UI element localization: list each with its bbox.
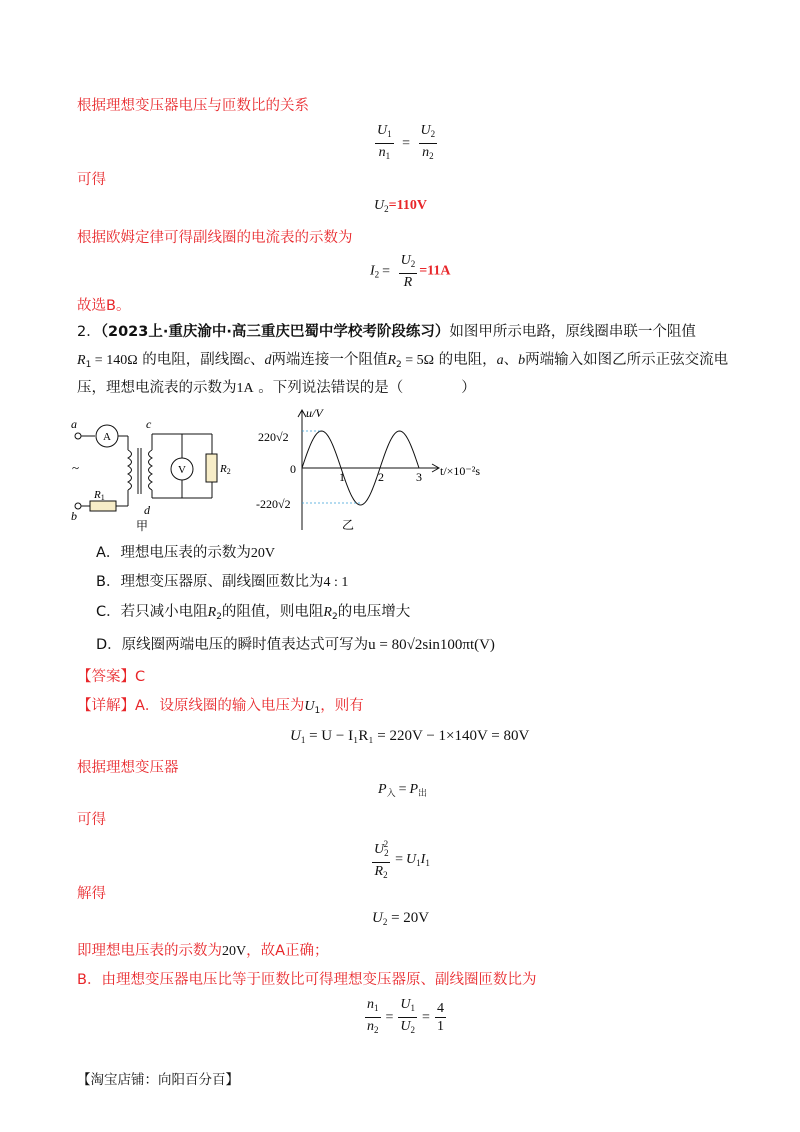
- option-d-value: u = 80√2sin100πt(V): [368, 637, 495, 653]
- question-2-line-1: [77, 322, 696, 342]
- detail-line-p: 根据理想变压器: [77, 760, 179, 776]
- graph-xlabel: t/×10⁻²s: [440, 464, 481, 478]
- option-b-text: B．理想变压器原、副线圈匝数比为: [96, 574, 324, 590]
- question-stem-a: 如图甲所示电路，原线圈串联一个阻值: [449, 324, 696, 340]
- graph-ylabel: u/V: [306, 406, 323, 420]
- graph-tick-2: 2: [378, 470, 384, 484]
- circuit-b: b: [71, 509, 77, 523]
- option-c-text-1: C．若只减小电阻: [96, 604, 208, 620]
- graph-caption: 乙: [342, 518, 355, 532]
- equation-u1-text: = U − I₁R₁ = 220V − 1×140V = 80V: [309, 728, 530, 744]
- text-line-2: 根据欧姆定律可得副线圈的电流表的示数为: [77, 230, 353, 246]
- option-d-text: D．原线圈两端电压的瞬时值表达式可写为: [96, 637, 369, 653]
- circuit-r1: R1: [94, 489, 105, 502]
- question-2-line-3: [77, 378, 476, 399]
- a-label: a: [496, 353, 504, 368]
- question-stem-c: 两端连接一个阻值: [271, 352, 388, 368]
- u2-value: =110V: [388, 198, 427, 213]
- question-stem-b: 的电阻，副线圈: [137, 352, 244, 368]
- circuit-a: a: [71, 417, 77, 431]
- option-b[interactable]: [96, 572, 348, 593]
- answer-label: 【答案】: [77, 669, 135, 685]
- answer-value: C: [135, 669, 146, 685]
- r1-value: = 140Ω: [91, 353, 138, 368]
- question-number: 2．: [77, 324, 101, 340]
- option-c-text-3: 的电压增大: [337, 604, 411, 620]
- question-source: （2023上·重庆渝中·高三重庆巴蜀中学校考阶段练习）: [100, 324, 450, 340]
- conclusion-a-text-2: ，故A正确；: [246, 943, 329, 959]
- separator: 、: [249, 352, 265, 368]
- i2-value: =11A: [419, 263, 451, 279]
- b-label: b: [518, 353, 526, 368]
- option-d[interactable]: [96, 635, 495, 655]
- circuit-diagram: [62, 412, 242, 537]
- ammeter-icon: A: [103, 431, 111, 443]
- equation-power-2: $\frac{U_2^2}{R_2}$ = $U_1I_1$: [370, 836, 430, 884]
- equation-u2: $U_2=110V$: [374, 198, 427, 214]
- detail-line-b: B．由理想变压器电压比等于匝数比可得理想变压器原、副线圈匝数比为: [77, 972, 537, 988]
- option-a[interactable]: [96, 543, 275, 564]
- question-stem-f: 压，理想电流表的示数为: [77, 380, 237, 396]
- text-then-1: 可得: [77, 172, 106, 188]
- detail-conclusion-a: [77, 941, 329, 962]
- c-label: c: [243, 353, 250, 368]
- option-c[interactable]: C．若只减小电阻$R_2$的阻值，则电阻$R_2$的电压增大: [96, 604, 411, 622]
- option-a-value: 20V: [250, 546, 276, 561]
- equation-ratio: $\frac{n_1}{n_2}$ = $\frac{U_1}{U_2}$ = $\frac{4}{1}$: [367, 997, 444, 1035]
- answer-line: [77, 667, 145, 687]
- voltage-graph: [256, 405, 496, 535]
- equation-power: $P_入 = P_出$: [378, 782, 428, 798]
- separator: 、: [503, 352, 519, 368]
- graph-tick-1: 1: [339, 470, 345, 484]
- r1-symbol: R: [77, 353, 86, 368]
- circuit-ac-symbol: ~: [72, 460, 80, 475]
- graph-ymin: -220√2: [256, 497, 291, 511]
- question-stem-g: 。下列说法错误的是（ ）: [253, 380, 476, 396]
- r1-sub: 1: [85, 360, 92, 370]
- voltmeter-icon: V: [178, 464, 186, 476]
- equation-u1-n1: $\frac{U_1}{n_1}$ = $\frac{U_2}{n_2}$: [377, 123, 436, 161]
- text-choose: 故选B。: [77, 298, 131, 314]
- equation-u2-result: $U_2 = 20V$: [372, 910, 430, 927]
- conclusion-a-text: 即理想电压表的示数为: [77, 943, 222, 959]
- graph-zero: 0: [290, 462, 296, 476]
- equation-u1-calc: $U_1 = U - I_1R_1 = 220V - 1\times 140V = 80V$: [290, 728, 530, 745]
- question-2-line-2: $R_1 = 140\Omega$ 的电阻，副线圈c、d两端连接一个阻值$R_2 = 5\Omega$ 的电阻，a、b两端输入如图乙所示正弦交流电: [77, 352, 729, 370]
- option-a-text: A．理想电压表的示数为: [96, 545, 251, 561]
- ratio-den: 1: [436, 1019, 444, 1034]
- graph-tick-3: 3: [416, 470, 422, 484]
- option-c-text-2: 的阻值，则电阻: [221, 604, 324, 620]
- footer-shop: 【淘宝店铺：向阳百分百】: [77, 1072, 239, 1088]
- circuit-d: d: [144, 503, 150, 517]
- text-line-1: 根据理想变压器电压与匝数比的关系: [77, 98, 309, 114]
- question-stem-d: 的电阻，: [434, 352, 497, 368]
- u2-result: = 20V: [391, 910, 430, 926]
- circuit-caption: 甲: [136, 519, 149, 533]
- circuit-c: c: [146, 417, 152, 431]
- option-b-value: 4 : 1: [323, 575, 349, 590]
- r2-value: = 5Ω: [401, 353, 435, 368]
- ratio-num: 4: [436, 1001, 444, 1016]
- detail-line-a: 【详解】A．设原线圈的输入电压为$U_1$，则有: [77, 698, 364, 716]
- circuit-r2: R2: [220, 463, 231, 476]
- current-value: 1A: [236, 381, 254, 396]
- graph-ymax: 220√2: [258, 430, 289, 444]
- detail-a-text-2: ，则有: [320, 698, 364, 714]
- detail-label: 【详解】: [77, 698, 135, 714]
- detail-solve: 解得: [77, 886, 106, 902]
- detail-then: 可得: [77, 812, 106, 828]
- d-label: d: [264, 353, 272, 368]
- equation-i2: $I_2$ = $\frac{U_2}{R}$ =11A: [370, 253, 451, 290]
- question-stem-e: 两端输入如图乙所示正弦交流电: [525, 352, 729, 368]
- conclusion-a-value: 20V: [222, 944, 247, 959]
- detail-a-text: A．设原线圈的输入电压为: [135, 698, 305, 714]
